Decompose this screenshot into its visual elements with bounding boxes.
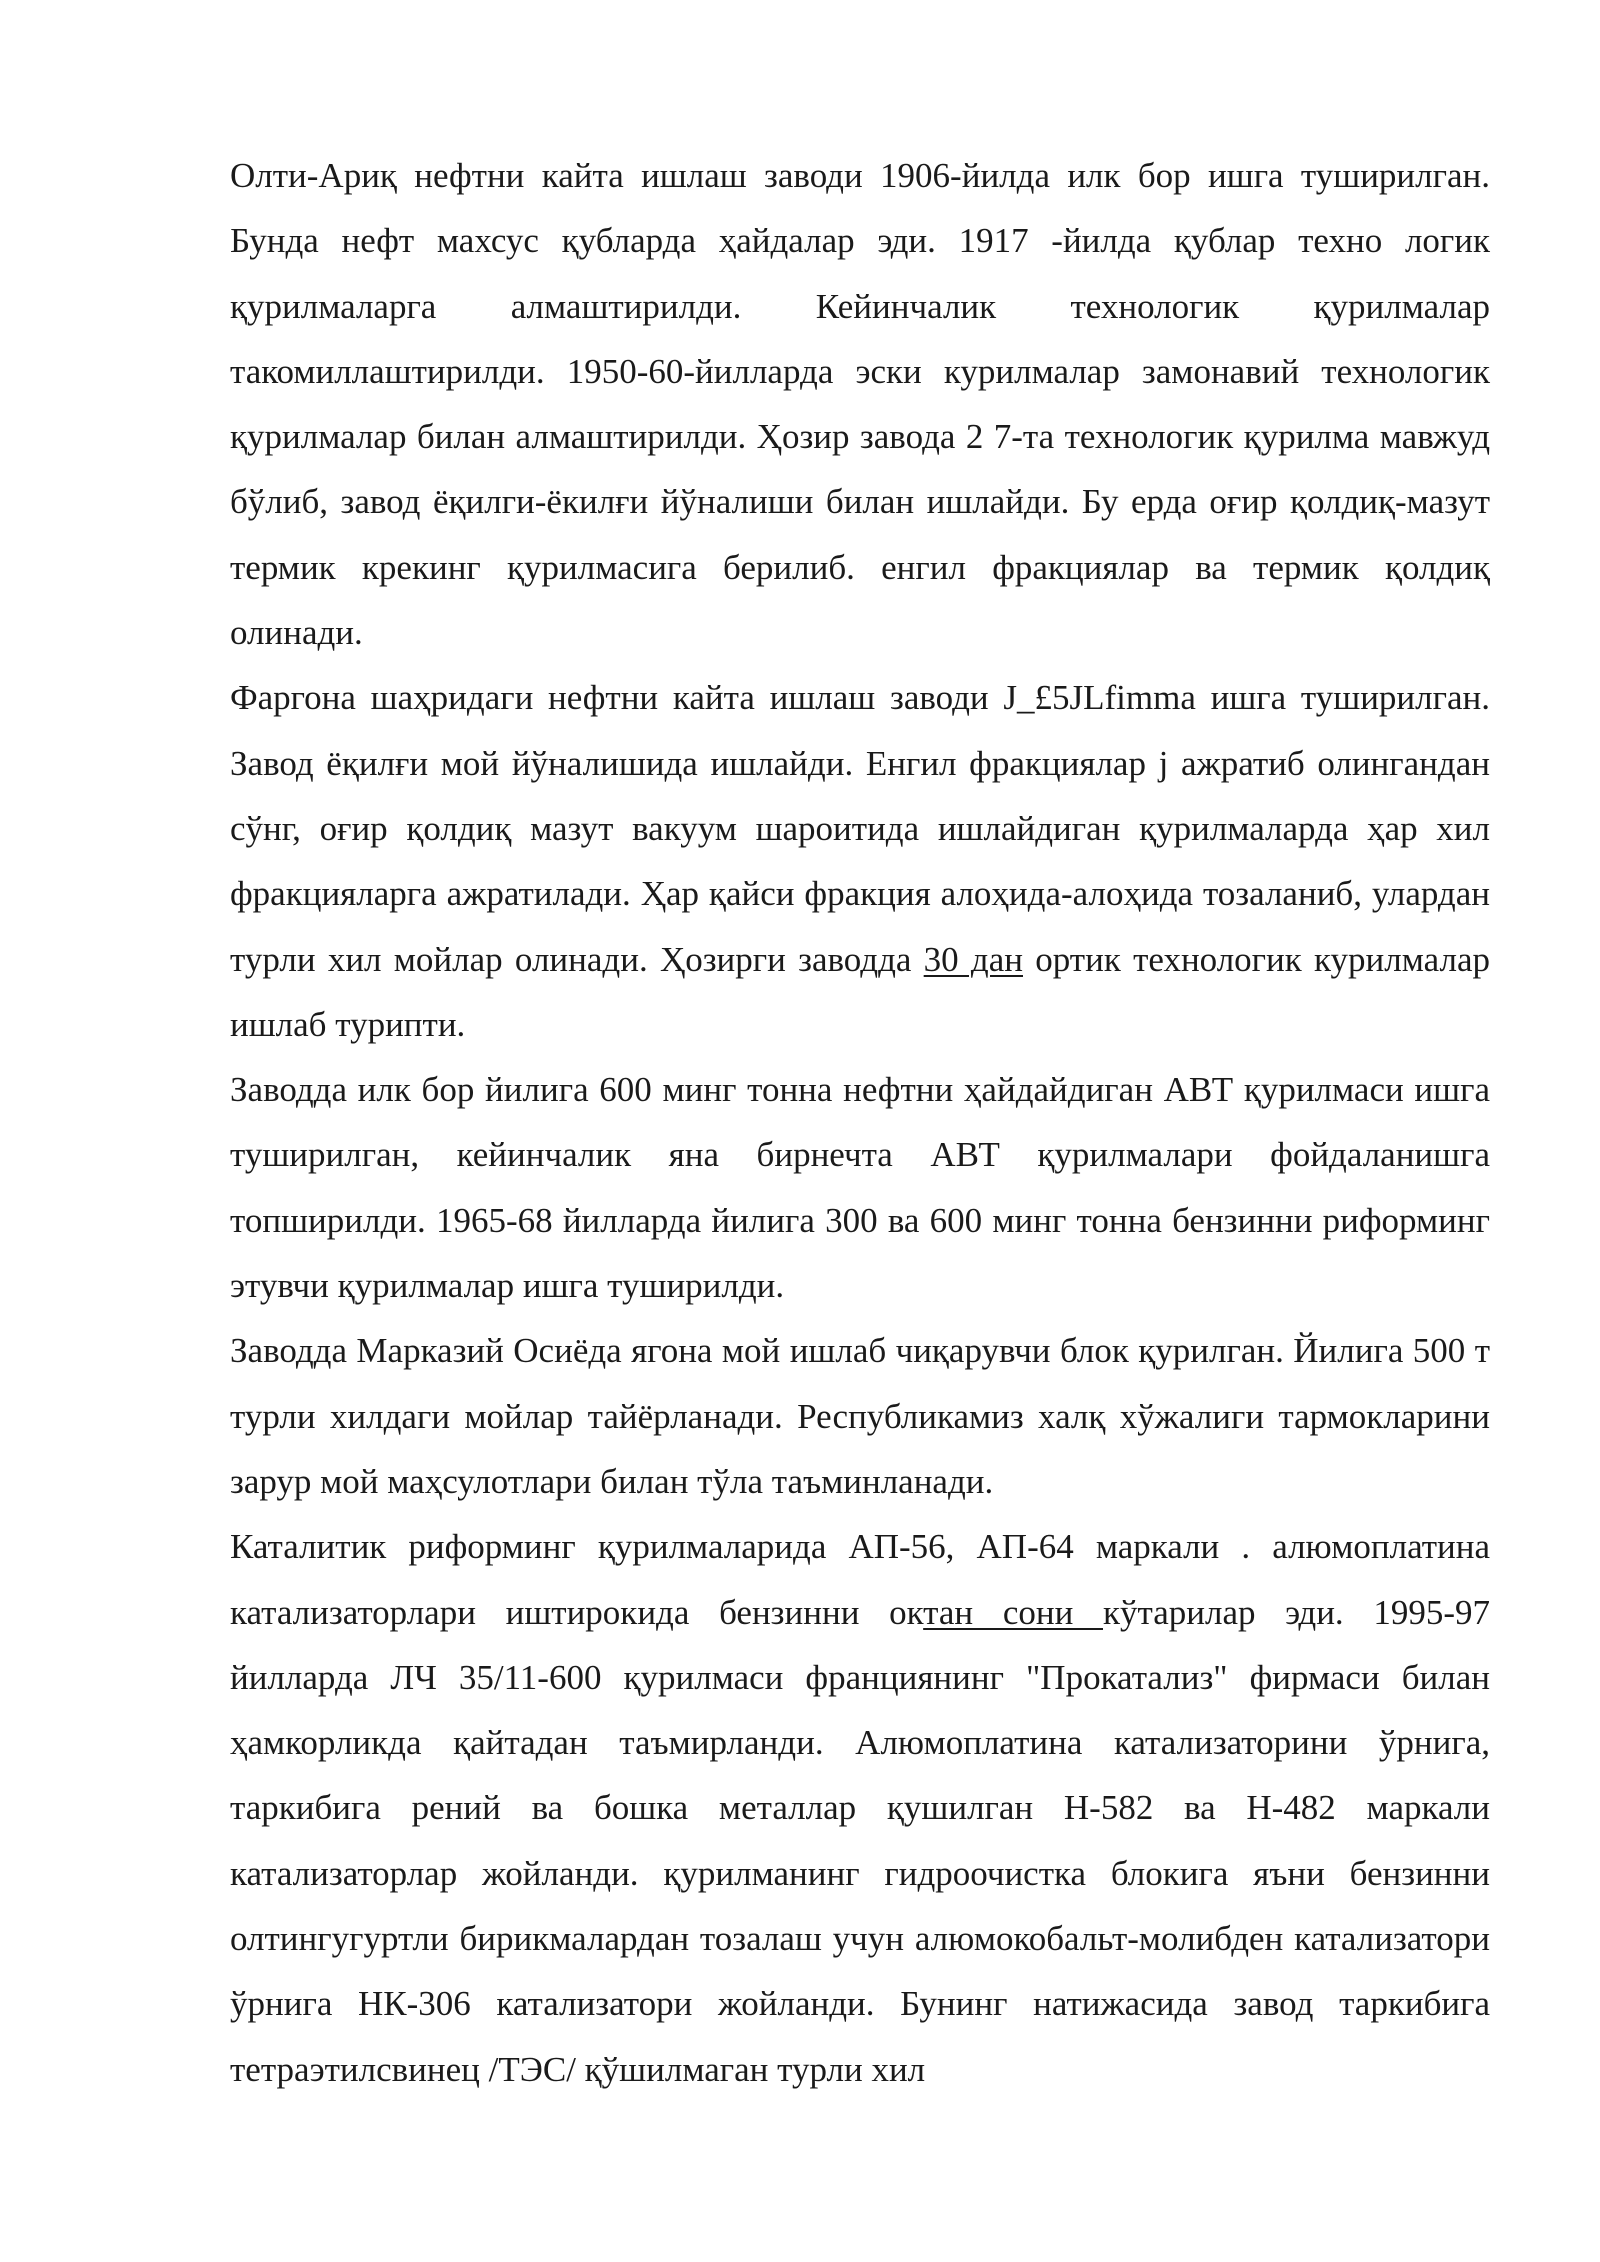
paragraph-fargona-refinery xyxy=(230,665,1490,1057)
paragraph-olti-ariq-refinery xyxy=(230,143,1490,665)
paragraph-text: Олти-Ариқ нефтни кайта ишлаш заводи 1906-йилда илк бор ишга туширилган. Бунда нефт махсус қубларда ҳайдалар эди. 1917 -йилда қублар техно логик қурилмаларга алмаштирилди. Кейинчалик технологик қурилмалар такомиллаштирилди. 1950-60-йилларда эски курилмалар замонавий технологик қурилмалар билан алмаштирилди. Ҳозир завода 2 7-та технологик қурилма мавжуд бўлиб, завод ёқилги-ёкилғи йўналиши билан ишлайди. Бу ерда оғир қолдиқ-мазут термик крекинг қурилмасига берилиб. енгил фракциялар ва термик қолдиқ олинади. xyxy=(230,156,1490,653)
paragraph-text: Заводда илк бор йилига 600 минг тонна нефтни ҳайдайдиган АВТ қурилмаси ишга туширилган, кейинчалик яна бирнечта АВТ қурилмалари фойдаланишга топширилди. 1965-68 йилларда йилига 300 ва 600 минг тонна бензинни риформинг этувчи қурилмалар ишга туширилди. xyxy=(230,1070,1490,1306)
paragraph-text: кўтарилар эди. 1995-97 йилларда ЛЧ 35/11-600 қурилмаси франциянинг "Прокатализ" фирмаси билан ҳамкорликда қайтадан таъмирланди. Алюмоплатина катализаторини ўрнига, таркибига рений ва бошка металлар қушилган Н-582 ва Н-482 маркали катализаторлар жойланди. қурилманинг гидроочистка блокига яъни бензинни олтингугуртли бирикмалардан тозалаш учун алюмокобальт-молибден катализатори ўрнига НК-306 катализатори жойланди. Бунинг натижасида завод таркибига тетраэтилсвинец /ТЭС/ қўшилмаган турли хил xyxy=(230,1592,1491,2089)
document-page xyxy=(230,143,1490,2102)
paragraph-text: Каталитик риформинг қурилмаларида АП-56, АП-64 маркали . алюмоплатина катализаторлари иштирокида бензинни ок xyxy=(230,1527,1490,1632)
paragraph-catalytic-reforming xyxy=(230,1514,1490,2102)
underlined-text: тан сони xyxy=(923,1592,1103,1632)
underlined-text: 30 дан xyxy=(923,939,1023,979)
paragraph-text: Заводда Марказий Осиёда ягона мой ишлаб чиқарувчи блок қурилган. Йилига 500 т турли хилдаги мойлар тайёрланади. Республикамиз халқ хўжалиги тармокларини зарур мой маҳсулотлари билан тўла таъминланади. xyxy=(230,1331,1490,1501)
paragraph-oil-block xyxy=(230,1318,1490,1514)
paragraph-text: Фаргона шаҳридаги нефтни кайта ишлаш заводи J_£5JLfimma ишга туширилган. Завод ёқилғи мой йўналишида ишлайди. Енгил фракциялар j ажратиб олингандан сўнг, оғир қолдиқ мазут вакуум шароитида ишлайдиган қурилмаларда ҳар хил фракцияларга ажратилади. Ҳар қайси фракция алоҳида-алоҳида тозаланиб, улардан турли хил мойлар олинади. Ҳозирги заводда xyxy=(230,678,1490,979)
paragraph-avt-units xyxy=(230,1057,1490,1318)
paragraph-text: ортик технологик курилмалар ишлаб турипти. xyxy=(230,939,1490,1044)
